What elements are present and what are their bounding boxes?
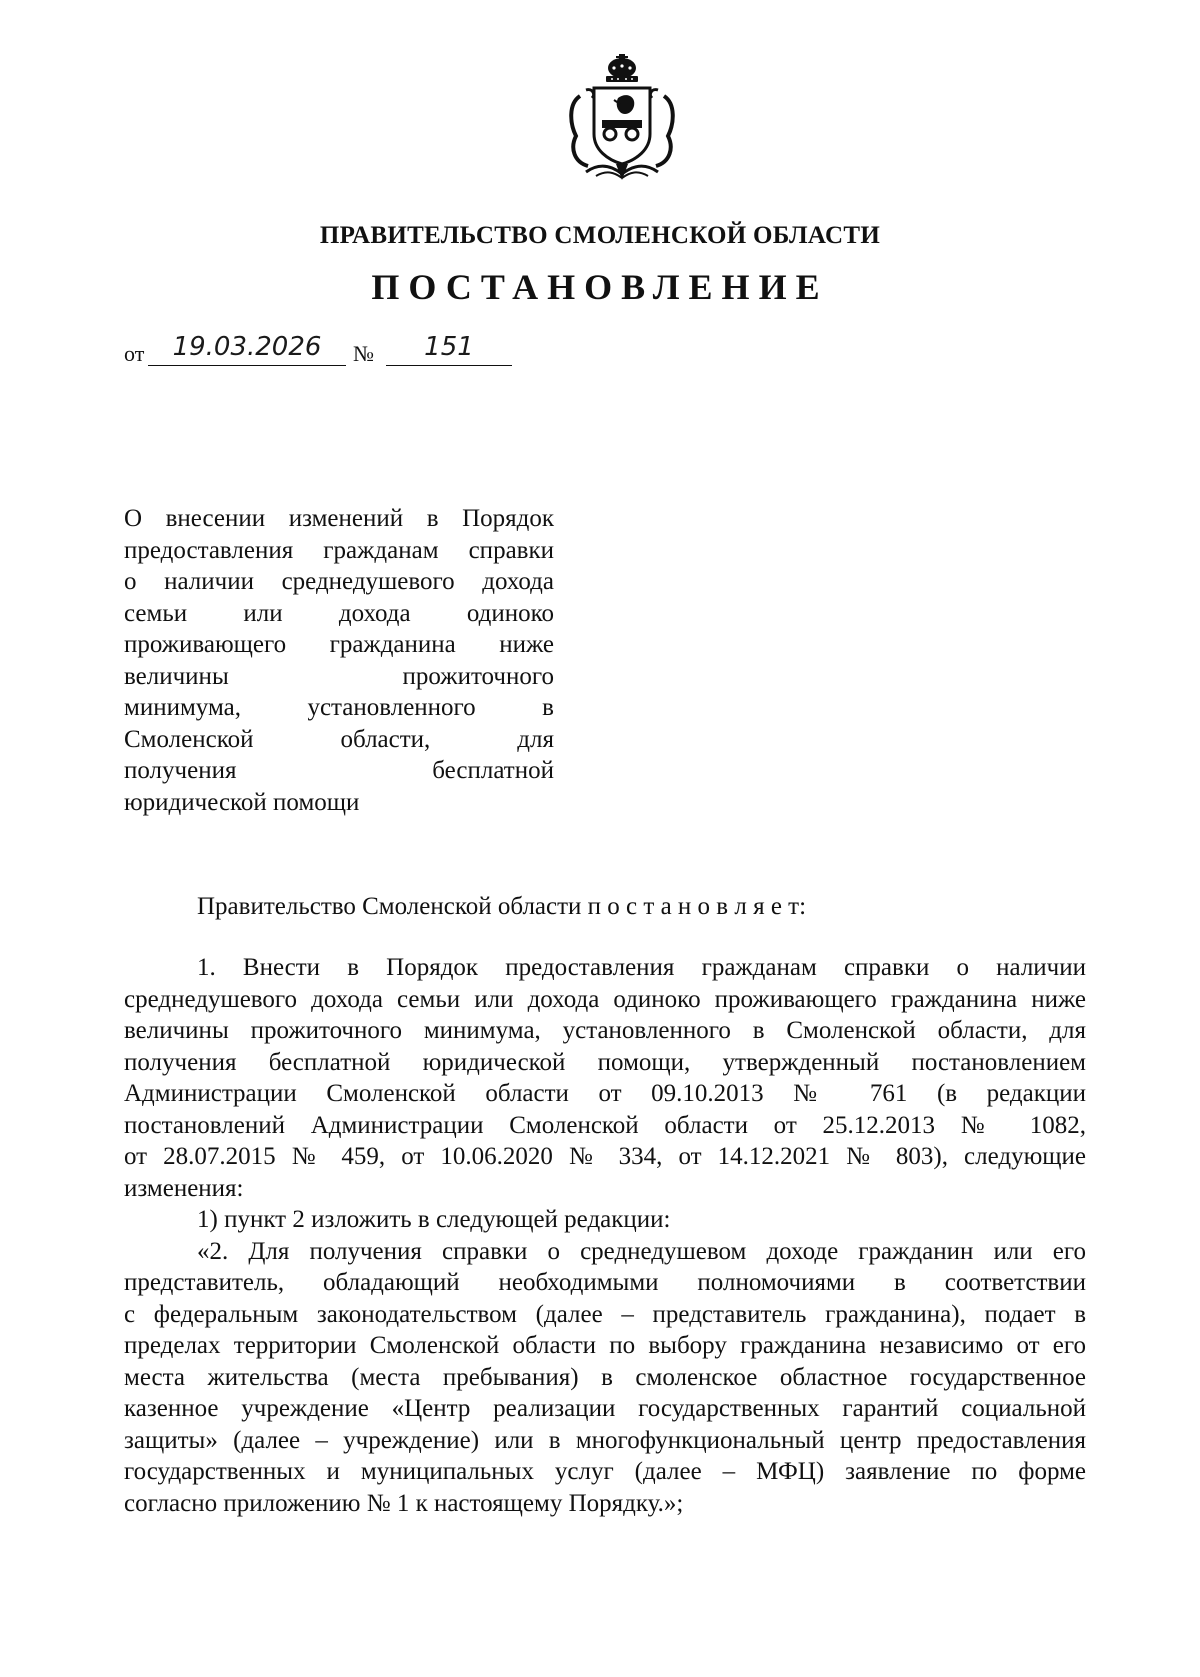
subject-line: юридической помощи bbox=[124, 788, 360, 816]
body-line: величины прожиточного минимума, установленного в Смоленской области, для bbox=[124, 1017, 1086, 1044]
body-line: представитель, обладающий необходимыми полномочиями в соответствии bbox=[124, 1269, 1086, 1296]
subject-line: предоставления гражданам справки bbox=[124, 536, 554, 564]
subject-line: проживающего гражданина ниже bbox=[124, 631, 554, 658]
body-line: согласно приложению № 1 к настоящему Порядку.»; bbox=[124, 1489, 684, 1517]
body-line: постановлений Администрации Смоленской области от 25.12.2013 № 1082, bbox=[124, 1111, 1086, 1139]
subject-line: Смоленской области, для bbox=[124, 725, 554, 753]
body-line: изменения: bbox=[124, 1174, 244, 1202]
document-type-title: ПОСТАНОВЛЕНИЕ bbox=[371, 267, 829, 307]
body-line: «2. Для получения справки о среднедушевом доходе гражданин или его bbox=[197, 1237, 1086, 1265]
coat-of-arms-emblem bbox=[566, 54, 678, 182]
subject-line: семьи или дохода одиноко bbox=[124, 599, 554, 627]
document-subject bbox=[124, 503, 554, 818]
date-value: 19.03.2026 bbox=[148, 331, 346, 366]
body-line: государственных и муниципальных услуг (далее – МФЦ) заявление по форме bbox=[124, 1458, 1086, 1485]
body-line: получения бесплатной юридической помощи, утвержденный постановлением bbox=[124, 1048, 1086, 1076]
body-line: 1. Внести в Порядок предоставления гражданам справки о наличии bbox=[197, 954, 1086, 981]
subject-line: получения бесплатной bbox=[124, 757, 554, 784]
body-line: Администрации Смоленской области от 09.10.2013 № 761 (в редакции bbox=[124, 1080, 1086, 1107]
subject-line: о наличии среднедушевого дохода bbox=[124, 568, 554, 595]
subject-line: О внесении изменений в Порядок bbox=[124, 505, 554, 532]
body-line: от 28.07.2015 № 459, от 10.06.2020 № 334, от 14.12.2021 № 803), следующие bbox=[124, 1143, 1086, 1170]
body-line: среднедушевого дохода семьи или дохода одиноко проживающего гражданина ниже bbox=[124, 985, 1086, 1013]
body-line: 1) пункт 2 изложить в следующей редакции: bbox=[197, 1206, 671, 1233]
body-line: места жительства (места пребывания) в смоленское областное государственное bbox=[124, 1363, 1086, 1391]
resolution-intro: Правительство Смоленской области п о с т а н о в л я е т: bbox=[197, 893, 807, 920]
number-value: 151 bbox=[386, 331, 512, 366]
subject-line: минимума, установленного в bbox=[124, 694, 554, 721]
date-label: от bbox=[124, 341, 145, 366]
body-line: пределах территории Смоленской области по выбору гражданина независимо от его bbox=[124, 1332, 1086, 1359]
body-line: защиты» (далее – учреждение) или в многофункциональный центр предоставления bbox=[124, 1426, 1086, 1454]
subject-line: величины прожиточного bbox=[124, 662, 554, 690]
organization-title: ПРАВИТЕЛЬСТВО СМОЛЕНСКОЙ ОБЛАСТИ bbox=[319, 222, 881, 249]
document-body bbox=[124, 952, 1086, 1519]
number-label: № bbox=[353, 341, 374, 366]
date-number-line bbox=[124, 333, 544, 367]
body-line: казенное учреждение «Центр реализации государственных гарантий социальной bbox=[124, 1395, 1086, 1422]
body-line: с федеральным законодательством (далее – представитель гражданина), подает в bbox=[124, 1300, 1086, 1328]
